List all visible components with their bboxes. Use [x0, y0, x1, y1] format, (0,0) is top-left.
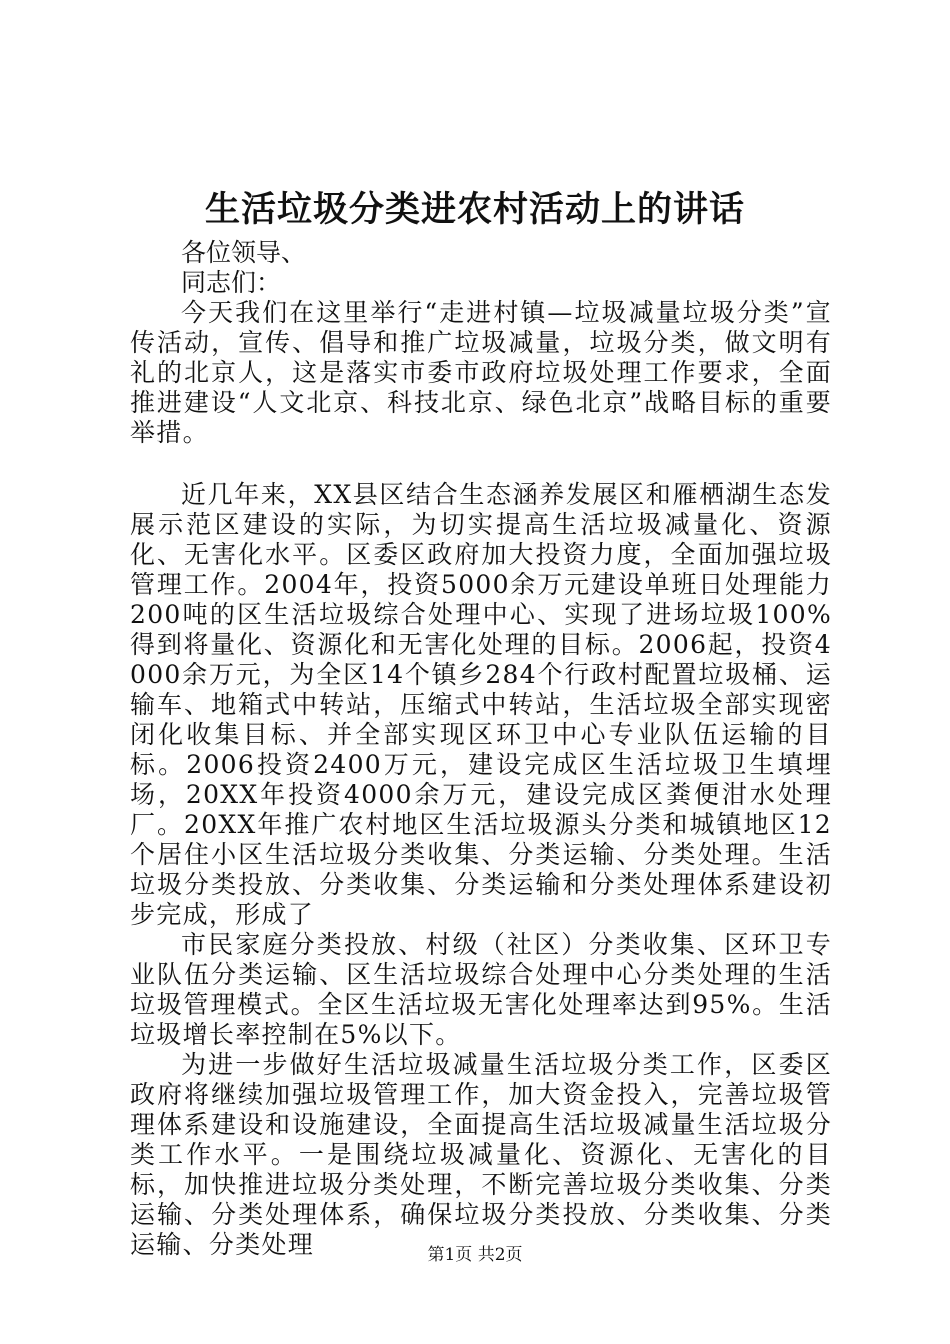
salutation-line: 各位领导、 [181, 238, 307, 267]
body-paragraph: 市民家庭分类投放、村级（社区）分类收集、区环卫专业队伍分类运输、区生活垃圾综合处理中心分类处理的生活垃圾管理模式。全区生活垃圾无害化处理率达到95%。生活垃圾增长率控制在5%以下。 [130, 930, 832, 1049]
document-body [130, 238, 832, 1260]
page-number-footer: 第1页 共2页 [427, 1245, 523, 1265]
paragraph-gap [130, 448, 832, 480]
body-paragraph: 今天我们在这里举行“走进村镇—垃圾减量垃圾分类”宣传活动，宣传、倡导和推广垃圾减量，垃圾分类，做文明有礼的北京人，这是落实市委市政府垃圾处理工作要求，全面推进建设“人文北京、科技北京、绿色北京”战略目标的重要举措。 [130, 298, 832, 447]
body-paragraph: 近几年来，XX县区结合生态涵养发展区和雁栖湖生态发展示范区建设的实际，为切实提高生活垃圾减量化、资源化、无害化水平。区委区政府加大投资力度，全面加强垃圾管理工作。2004年，投资5000余万元建设单班日处理能力200吨的区生活垃圾综合处理中心、实现了进场垃圾100%得到将量化、资源化和无害化处理的目标。2006起，投资4000余万元，为全区14个镇乡284个行政村配置垃圾桶、运输车、地箱式中转站，压缩式中转站，生活垃圾全部实现密闭化收集目标、并全部实现区环卫中心专业队伍运输的目标。2006投资2400万元，建设完成区生活垃圾卫生填埋场，20XX年投资4000余万元，建设完成区粪便泔水处理厂。20XX年推广农村地区生活垃圾源头分类和城镇地区12个居住小区生活垃圾分类收集、分类运输、分类处理。生活垃圾分类投放、分类收集、分类运输和分类处理体系建设初步完成，形成了 [130, 480, 832, 929]
document-title: 生活垃圾分类进农村活动上的讲话 [204, 189, 745, 230]
salutation-line: 同志们： [181, 268, 282, 297]
body-paragraph: 为进一步做好生活垃圾减量生活垃圾分类工作，区委区政府将继续加强垃圾管理工作，加大资金投入，完善垃圾管理体系建设和设施建设，全面提高生活垃圾减量生活垃圾分类工作水平。一是围绕垃圾减量化、资源化、无害化的目标，加快推进垃圾分类处理，不断完善垃圾分类收集、分类运输、分类处理体系，确保垃圾分类投放、分类收集、分类运输、分类处理 [130, 1050, 832, 1259]
